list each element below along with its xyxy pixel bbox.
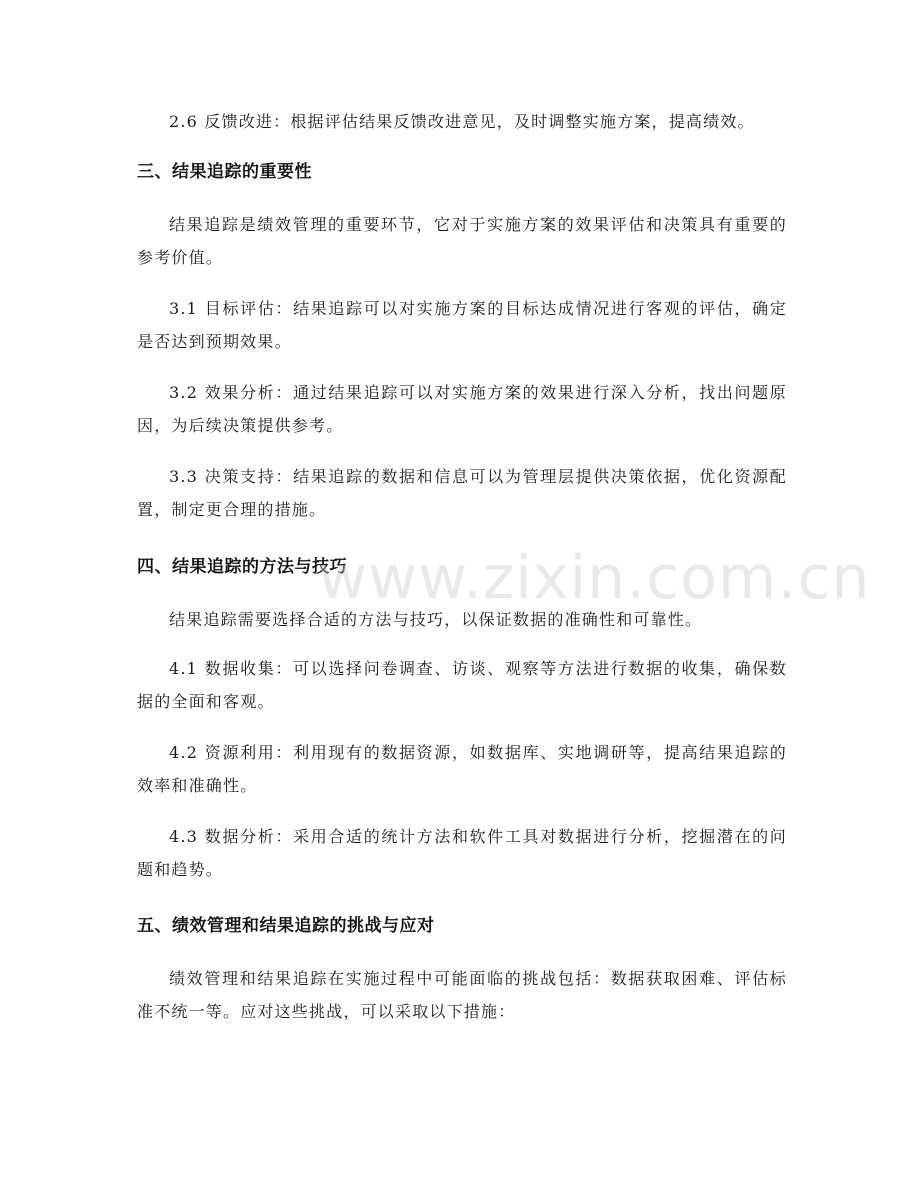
paragraph-3-2: 3.2 效果分析：通过结果追踪可以对实施方案的效果进行深入分析，找出问题原因，为后续决策提供参考。 <box>137 383 787 435</box>
paragraph-2-6: 2.6 反馈改进：根据评估结果反馈改进意见，及时调整实施方案，提高绩效。 <box>169 112 755 131</box>
paragraph-4-intro: 结果追踪需要选择合适的方法与技巧，以保证数据的准确性和可靠性。 <box>169 610 703 629</box>
paragraph-3-3: 3.3 决策支持：结果追踪的数据和信息可以为管理层提供决策依据，优化资源配置，制定更合理的措施。 <box>137 467 787 519</box>
watermark: www.zixin.com.cn <box>318 543 871 613</box>
paragraph-4-2: 4.2 资源利用：利用现有的数据资源，如数据库、实地调研等，提高结果追踪的效率和准确性。 <box>137 743 787 795</box>
paragraph-3-1: 3.1 目标评估：结果追踪可以对实施方案的目标达成情况进行客观的评估，确定是否达到预期效果。 <box>137 299 787 351</box>
section-heading-4: 四、结果追踪的方法与技巧 <box>137 557 347 577</box>
paragraph-4-3: 4.3 数据分析：采用合适的统计方法和软件工具对数据进行分析，挖掘潜在的问题和趋势。 <box>137 827 787 879</box>
paragraph-5-intro: 绩效管理和结果追踪在实施过程中可能面临的挑战包括：数据获取困难、评估标准不统一等。应对这些挑战，可以采取以下措施： <box>137 969 787 1021</box>
section-heading-5: 五、绩效管理和结果追踪的挑战与应对 <box>137 916 435 936</box>
paragraph-3-intro: 结果追踪是绩效管理的重要环节，它对于实施方案的效果评估和决策具有重要的参考价值。 <box>137 215 787 267</box>
section-heading-3: 三、结果追踪的重要性 <box>137 162 312 182</box>
paragraph-4-1: 4.1 数据收集：可以选择问卷调查、访谈、观察等方法进行数据的收集，确保数据的全面和客观。 <box>137 659 787 711</box>
